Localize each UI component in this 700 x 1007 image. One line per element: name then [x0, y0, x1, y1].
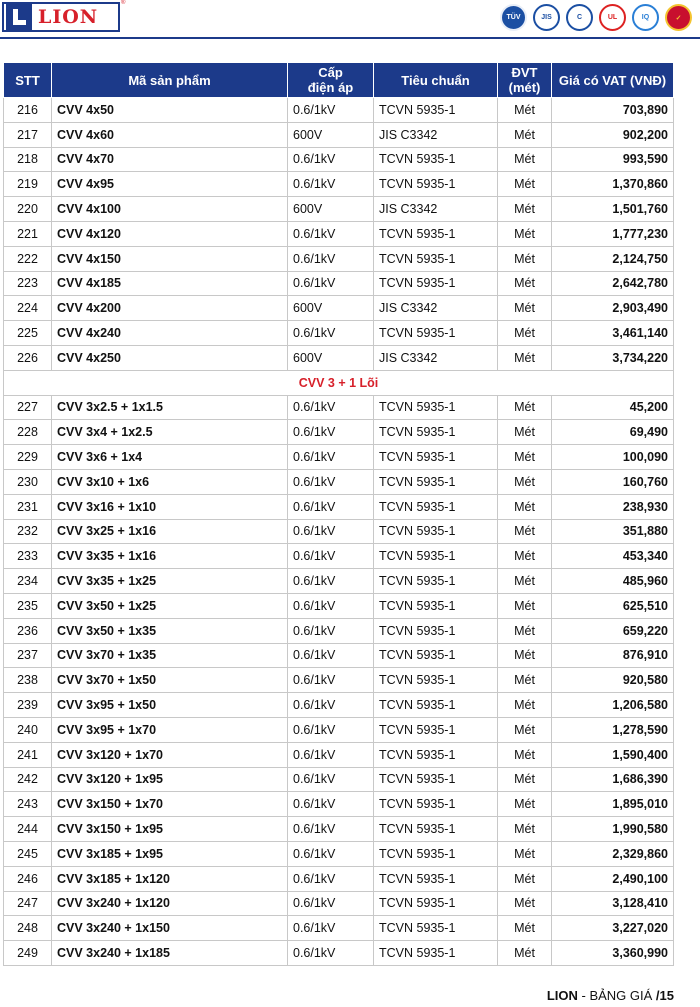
row-price: 1,501,760 [552, 197, 674, 222]
row-unit: Mét [498, 668, 552, 693]
row-standard: TCVN 5935-1 [374, 98, 498, 123]
row-voltage: 600V [288, 345, 374, 370]
row-stt: 232 [4, 519, 52, 544]
column-header-unit: ĐVT (mét) [498, 63, 552, 98]
row-stt: 225 [4, 321, 52, 346]
row-price: 1,278,590 [552, 717, 674, 742]
row-price: 45,200 [552, 395, 674, 420]
table-row [4, 197, 674, 222]
certification-badges [500, 4, 692, 31]
row-product-code: CVV 3x120 + 1x70 [52, 742, 288, 767]
row-stt: 228 [4, 420, 52, 445]
row-stt: 239 [4, 693, 52, 718]
row-stt: 245 [4, 841, 52, 866]
row-standard: TCVN 5935-1 [374, 891, 498, 916]
row-standard: TCVN 5935-1 [374, 941, 498, 966]
row-voltage: 0.6/1kV [288, 395, 374, 420]
row-stt: 247 [4, 891, 52, 916]
row-product-code: CVV 3x150 + 1x95 [52, 817, 288, 842]
row-price: 1,686,390 [552, 767, 674, 792]
row-voltage: 600V [288, 122, 374, 147]
row-stt: 226 [4, 345, 52, 370]
row-price: 2,490,100 [552, 866, 674, 891]
page-footer [547, 988, 674, 1003]
row-unit: Mét [498, 643, 552, 668]
row-price: 2,903,490 [552, 296, 674, 321]
row-standard: TCVN 5935-1 [374, 469, 498, 494]
row-product-code: CVV 3x120 + 1x95 [52, 767, 288, 792]
row-voltage: 0.6/1kV [288, 593, 374, 618]
row-stt: 242 [4, 767, 52, 792]
row-unit: Mét [498, 98, 552, 123]
row-voltage: 0.6/1kV [288, 643, 374, 668]
row-unit: Mét [498, 321, 552, 346]
column-header-stt: STT [4, 63, 52, 98]
row-stt: 235 [4, 593, 52, 618]
row-price: 920,580 [552, 668, 674, 693]
row-stt: 219 [4, 172, 52, 197]
row-product-code: CVV 3x95 + 1x70 [52, 717, 288, 742]
row-unit: Mét [498, 172, 552, 197]
row-unit: Mét [498, 717, 552, 742]
row-price: 453,340 [552, 544, 674, 569]
row-price: 902,200 [552, 122, 674, 147]
row-voltage: 0.6/1kV [288, 742, 374, 767]
section-title: CVV 3 + 1 Lõi [4, 370, 674, 395]
row-voltage: 0.6/1kV [288, 147, 374, 172]
row-product-code: CVV 3x6 + 1x4 [52, 445, 288, 470]
tuv-badge-icon: TÜV [500, 4, 527, 31]
table-row [4, 841, 674, 866]
row-price: 1,206,580 [552, 693, 674, 718]
row-unit: Mét [498, 544, 552, 569]
row-stt: 237 [4, 643, 52, 668]
row-stt: 246 [4, 866, 52, 891]
lion-logo [2, 2, 120, 32]
column-header-standard: Tiêu chuẩn [374, 63, 498, 98]
row-voltage: 0.6/1kV [288, 569, 374, 594]
row-voltage: 0.6/1kV [288, 494, 374, 519]
row-unit: Mét [498, 891, 552, 916]
row-unit: Mét [498, 742, 552, 767]
row-product-code: CVV 4x95 [52, 172, 288, 197]
row-price: 238,930 [552, 494, 674, 519]
row-unit: Mét [498, 197, 552, 222]
row-product-code: CVV 3x50 + 1x35 [52, 618, 288, 643]
table-row [4, 544, 674, 569]
row-voltage: 0.6/1kV [288, 246, 374, 271]
table-body [4, 98, 674, 966]
row-unit: Mét [498, 271, 552, 296]
column-header-price: Giá có VAT (VNĐ) [552, 63, 674, 98]
row-price: 876,910 [552, 643, 674, 668]
row-product-code: CVV 3x2.5 + 1x1.5 [52, 395, 288, 420]
row-voltage: 0.6/1kV [288, 693, 374, 718]
row-unit: Mét [498, 445, 552, 470]
row-voltage: 0.6/1kV [288, 866, 374, 891]
row-standard: TCVN 5935-1 [374, 693, 498, 718]
footer-separator: - [577, 988, 590, 1003]
table-row [4, 891, 674, 916]
table-row [4, 817, 674, 842]
row-price: 2,124,750 [552, 246, 674, 271]
row-standard: TCVN 5935-1 [374, 147, 498, 172]
row-standard: TCVN 5935-1 [374, 643, 498, 668]
row-voltage: 600V [288, 296, 374, 321]
row-voltage: 0.6/1kV [288, 767, 374, 792]
row-product-code: CVV 3x35 + 1x25 [52, 569, 288, 594]
table-row [4, 593, 674, 618]
row-voltage: 0.6/1kV [288, 321, 374, 346]
row-unit: Mét [498, 420, 552, 445]
row-standard: TCVN 5935-1 [374, 321, 498, 346]
row-product-code: CVV 4x100 [52, 197, 288, 222]
row-stt: 234 [4, 569, 52, 594]
row-price: 1,590,400 [552, 742, 674, 767]
row-product-code: CVV 4x185 [52, 271, 288, 296]
row-price: 1,895,010 [552, 792, 674, 817]
row-stt: 231 [4, 494, 52, 519]
page-header [0, 0, 700, 36]
row-standard: TCVN 5935-1 [374, 717, 498, 742]
row-unit: Mét [498, 841, 552, 866]
row-standard: TCVN 5935-1 [374, 172, 498, 197]
row-standard: JIS C3342 [374, 345, 498, 370]
row-unit: Mét [498, 767, 552, 792]
row-voltage: 0.6/1kV [288, 519, 374, 544]
row-voltage: 0.6/1kV [288, 469, 374, 494]
row-product-code: CVV 3x35 + 1x16 [52, 544, 288, 569]
row-product-code: CVV 3x240 + 1x150 [52, 916, 288, 941]
row-stt: 216 [4, 98, 52, 123]
row-price: 625,510 [552, 593, 674, 618]
row-voltage: 0.6/1kV [288, 420, 374, 445]
quality-award-icon: ✓ [665, 4, 692, 31]
row-voltage: 0.6/1kV [288, 891, 374, 916]
table-row [4, 420, 674, 445]
table-row [4, 618, 674, 643]
row-unit: Mét [498, 693, 552, 718]
row-stt: 230 [4, 469, 52, 494]
row-price: 69,490 [552, 420, 674, 445]
row-voltage: 0.6/1kV [288, 941, 374, 966]
row-unit: Mét [498, 618, 552, 643]
row-price: 2,329,860 [552, 841, 674, 866]
table-row [4, 494, 674, 519]
row-standard: TCVN 5935-1 [374, 494, 498, 519]
row-unit: Mét [498, 792, 552, 817]
row-product-code: CVV 3x10 + 1x6 [52, 469, 288, 494]
table-row [4, 147, 674, 172]
page-number: /15 [655, 988, 674, 1003]
table-row [4, 941, 674, 966]
row-unit: Mét [498, 941, 552, 966]
row-stt: 222 [4, 246, 52, 271]
row-standard: TCVN 5935-1 [374, 767, 498, 792]
row-product-code: CVV 3x240 + 1x120 [52, 891, 288, 916]
row-voltage: 0.6/1kV [288, 916, 374, 941]
table-row [4, 717, 674, 742]
row-standard: TCVN 5935-1 [374, 618, 498, 643]
row-voltage: 0.6/1kV [288, 98, 374, 123]
ul-badge-icon: UL [599, 4, 626, 31]
row-stt: 229 [4, 445, 52, 470]
row-standard: TCVN 5935-1 [374, 519, 498, 544]
row-product-code: CVV 3x150 + 1x70 [52, 792, 288, 817]
table-row [4, 916, 674, 941]
row-unit: Mét [498, 916, 552, 941]
row-unit: Mét [498, 519, 552, 544]
row-stt: 240 [4, 717, 52, 742]
price-table [3, 62, 674, 966]
row-voltage: 0.6/1kV [288, 618, 374, 643]
row-stt: 248 [4, 916, 52, 941]
row-product-code: CVV 3x185 + 1x95 [52, 841, 288, 866]
iq-badge-icon: IQ [632, 4, 659, 31]
row-unit: Mét [498, 494, 552, 519]
row-voltage: 0.6/1kV [288, 668, 374, 693]
row-voltage: 0.6/1kV [288, 544, 374, 569]
row-standard: TCVN 5935-1 [374, 792, 498, 817]
row-unit: Mét [498, 246, 552, 271]
row-stt: 218 [4, 147, 52, 172]
table-row [4, 767, 674, 792]
row-standard: TCVN 5935-1 [374, 841, 498, 866]
table-row [4, 172, 674, 197]
row-price: 3,360,990 [552, 941, 674, 966]
row-standard: TCVN 5935-1 [374, 817, 498, 842]
row-standard: JIS C3342 [374, 296, 498, 321]
table-row [4, 321, 674, 346]
row-standard: TCVN 5935-1 [374, 445, 498, 470]
row-stt: 220 [4, 197, 52, 222]
row-standard: JIS C3342 [374, 197, 498, 222]
row-price: 703,890 [552, 98, 674, 123]
row-stt: 236 [4, 618, 52, 643]
row-price: 993,590 [552, 147, 674, 172]
jis-badge-icon: JIS [533, 4, 560, 31]
row-standard: TCVN 5935-1 [374, 246, 498, 271]
table-row [4, 643, 674, 668]
row-stt: 249 [4, 941, 52, 966]
row-product-code: CVV 3x25 + 1x16 [52, 519, 288, 544]
row-product-code: CVV 4x60 [52, 122, 288, 147]
row-price: 3,461,140 [552, 321, 674, 346]
row-stt: 221 [4, 221, 52, 246]
table-header-row [4, 63, 674, 98]
row-standard: TCVN 5935-1 [374, 593, 498, 618]
row-stt: 243 [4, 792, 52, 817]
row-product-code: CVV 3x50 + 1x25 [52, 593, 288, 618]
row-stt: 241 [4, 742, 52, 767]
row-product-code: CVV 3x240 + 1x185 [52, 941, 288, 966]
row-price: 485,960 [552, 569, 674, 594]
table-row [4, 296, 674, 321]
table-row [4, 98, 674, 123]
row-voltage: 0.6/1kV [288, 817, 374, 842]
row-unit: Mét [498, 296, 552, 321]
row-product-code: CVV 3x70 + 1x35 [52, 643, 288, 668]
row-standard: TCVN 5935-1 [374, 742, 498, 767]
row-unit: Mét [498, 345, 552, 370]
row-standard: TCVN 5935-1 [374, 544, 498, 569]
row-standard: TCVN 5935-1 [374, 420, 498, 445]
row-unit: Mét [498, 866, 552, 891]
row-voltage: 0.6/1kV [288, 172, 374, 197]
row-standard: JIS C3342 [374, 122, 498, 147]
row-price: 659,220 [552, 618, 674, 643]
row-price: 160,760 [552, 469, 674, 494]
row-price: 351,880 [552, 519, 674, 544]
row-voltage: 0.6/1kV [288, 717, 374, 742]
row-voltage: 600V [288, 197, 374, 222]
row-price: 3,128,410 [552, 891, 674, 916]
row-product-code: CVV 4x120 [52, 221, 288, 246]
table-row [4, 469, 674, 494]
row-stt: 223 [4, 271, 52, 296]
row-price: 3,227,020 [552, 916, 674, 941]
table-row [4, 221, 674, 246]
table-row [4, 271, 674, 296]
row-price: 1,777,230 [552, 221, 674, 246]
table-row [4, 246, 674, 271]
row-standard: TCVN 5935-1 [374, 866, 498, 891]
row-stt: 227 [4, 395, 52, 420]
row-product-code: CVV 4x70 [52, 147, 288, 172]
row-product-code: CVV 4x150 [52, 246, 288, 271]
row-standard: TCVN 5935-1 [374, 221, 498, 246]
row-unit: Mét [498, 569, 552, 594]
row-unit: Mét [498, 469, 552, 494]
row-price: 100,090 [552, 445, 674, 470]
table-row [4, 569, 674, 594]
row-standard: TCVN 5935-1 [374, 916, 498, 941]
table-row [4, 445, 674, 470]
header-divider [0, 37, 700, 39]
row-standard: TCVN 5935-1 [374, 395, 498, 420]
row-product-code: CVV 4x50 [52, 98, 288, 123]
table-row [4, 866, 674, 891]
row-voltage: 0.6/1kV [288, 221, 374, 246]
row-unit: Mét [498, 147, 552, 172]
footer-brand: LION [546, 988, 578, 1003]
row-price: 3,734,220 [552, 345, 674, 370]
row-stt: 238 [4, 668, 52, 693]
row-stt: 233 [4, 544, 52, 569]
row-standard: TCVN 5935-1 [374, 569, 498, 594]
row-product-code: CVV 3x16 + 1x10 [52, 494, 288, 519]
row-voltage: 0.6/1kV [288, 271, 374, 296]
lion-logo-icon [6, 4, 32, 30]
row-price: 1,370,860 [552, 172, 674, 197]
row-standard: TCVN 5935-1 [374, 271, 498, 296]
section-row [4, 370, 674, 395]
row-product-code: CVV 3x95 + 1x50 [52, 693, 288, 718]
qc-badge-icon: C [566, 4, 593, 31]
row-price: 1,990,580 [552, 817, 674, 842]
row-product-code: CVV 4x240 [52, 321, 288, 346]
table-row [4, 519, 674, 544]
row-product-code: CVV 3x70 + 1x50 [52, 668, 288, 693]
row-price: 2,642,780 [552, 271, 674, 296]
row-unit: Mét [498, 221, 552, 246]
row-standard: TCVN 5935-1 [374, 668, 498, 693]
table-row [4, 395, 674, 420]
footer-title: BẢNG GIÁ [589, 988, 656, 1003]
table-row [4, 668, 674, 693]
row-product-code: CVV 4x200 [52, 296, 288, 321]
row-stt: 244 [4, 817, 52, 842]
logo-text: LION [38, 6, 99, 28]
row-product-code: CVV 3x185 + 1x120 [52, 866, 288, 891]
row-voltage: 0.6/1kV [288, 841, 374, 866]
row-product-code: CVV 3x4 + 1x2.5 [52, 420, 288, 445]
row-voltage: 0.6/1kV [288, 445, 374, 470]
row-unit: Mét [498, 395, 552, 420]
row-stt: 217 [4, 122, 52, 147]
registered-mark: ® [121, 0, 126, 6]
table-row [4, 742, 674, 767]
column-header-voltage: Cấp điện áp [288, 63, 374, 98]
column-header-product-code: Mã sản phẩm [52, 63, 288, 98]
row-voltage: 0.6/1kV [288, 792, 374, 817]
table-row [4, 693, 674, 718]
table-row [4, 345, 674, 370]
table-row [4, 122, 674, 147]
row-unit: Mét [498, 593, 552, 618]
row-stt: 224 [4, 296, 52, 321]
row-unit: Mét [498, 122, 552, 147]
row-unit: Mét [498, 817, 552, 842]
table-row [4, 792, 674, 817]
row-product-code: CVV 4x250 [52, 345, 288, 370]
